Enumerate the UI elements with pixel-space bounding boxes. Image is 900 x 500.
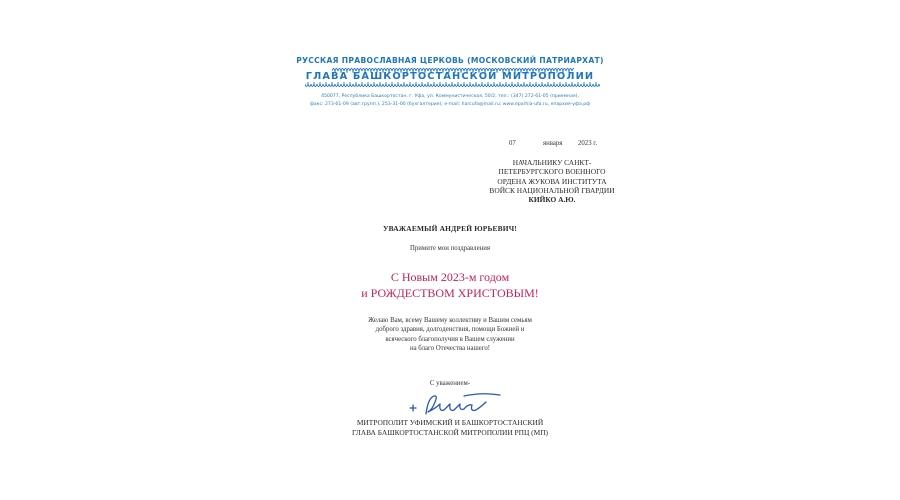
salutation: УВАЖАЕМЫЙ АНДРЕЙ ЮРЬЕВИЧ! [382, 224, 518, 233]
signatory-office: ГЛАВА БАШКОРТОСТАНСКОЙ МИТРОПОЛИИ РПЦ (МП) [352, 427, 548, 437]
recipient-name: КИЙКО А.Ю. [528, 195, 576, 205]
letterhead-address: 450077, Республика Башкортостан, г. Уфа, ул. Коммунистическая, 50/2, тел.: (347) 272-61-05 (приемная), [321, 94, 579, 99]
recipient-line: НАЧАЛЬНИКУ САНКТ- [512, 158, 592, 167]
signatory-title: МИТРОПОЛИТ УФИМСКИЙ И БАШКОРТОСТАНСКИЙ [356, 418, 544, 427]
recipient-line: ВОЙСК НАЦИОНАЛЬНОЙ ГВАРДИИ [489, 185, 615, 195]
wish-paragraph [0, 316, 900, 353]
greeting-line-2: и РОЖДЕСТВОМ ХРИСТОВЫМ! [361, 286, 539, 300]
recipient-line: ОРДЕНА ЖУКОВА ИНСТИТУТА [497, 176, 607, 186]
greeting-line-1: С Новым 2023-м годом [390, 270, 510, 284]
date-year: 2023 г. [578, 140, 598, 147]
wish-line: доброго здравия, долгоденствия, помощи Божией и [375, 326, 525, 334]
letterhead-title: ГЛАВА БАШКОРТОСТАНСКОЙ МИТРОПОЛИИ [305, 71, 595, 82]
date-day: 07 [509, 140, 516, 147]
recipient-block [480, 158, 624, 204]
ornament-border-bottom [305, 82, 600, 89]
church-name: РУССКАЯ ПРАВОСЛАВНАЯ ЦЕРКОВЬ (МОСКОВСКИЙ ПАТРИАРХАТ) [296, 56, 604, 65]
date-month: января [543, 140, 563, 147]
recipient-line: ПЕТЕРБУРГСКОГО ВОЕННОГО [498, 167, 606, 177]
regards-text: С уважением- [429, 380, 471, 387]
accept-text: Примите мои поздравления [409, 245, 490, 252]
letterhead-contacts: факс: 273-61-09 (авт.групп.), 253-31-00 (бухгалтерия); e-mail: harcufa@mail.ru; www.eparhia-ufa.ru, епархия-уфа.рф [309, 102, 591, 107]
signatory-block [0, 418, 900, 437]
wish-line: на благо Отечества нашего! [409, 344, 491, 352]
wish-line: всяческого благополучия в Вашем служении [385, 335, 515, 343]
wish-line: Желаю Вам, всему Вашему коллективу и Вашим семьям [368, 317, 532, 324]
